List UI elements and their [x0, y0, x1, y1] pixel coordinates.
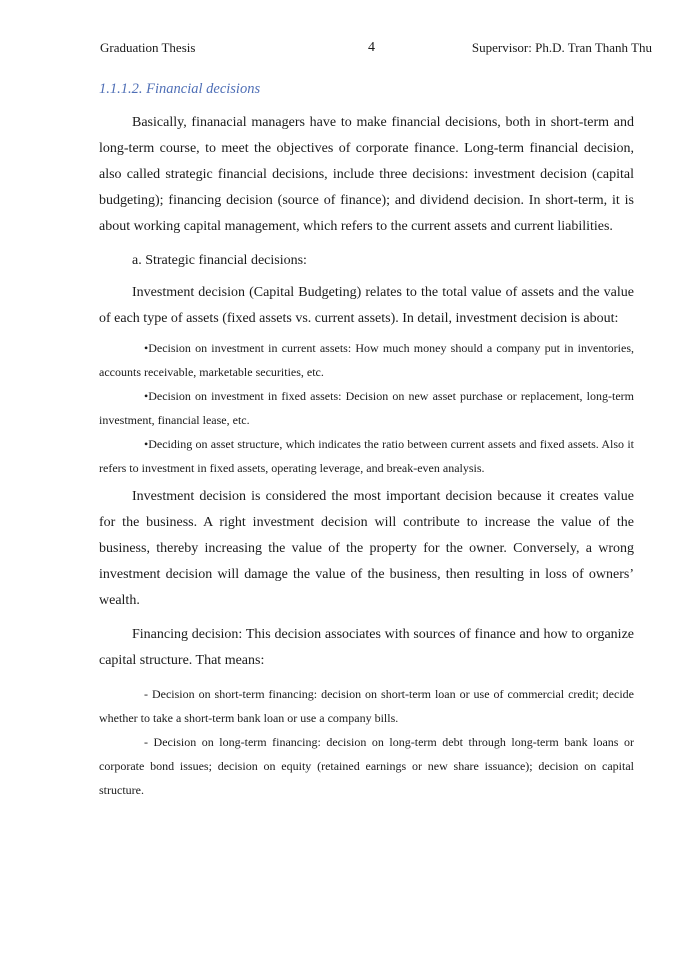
header-thesis-label: Graduation Thesis [100, 40, 196, 55]
page-header [100, 40, 652, 60]
financing-item-list [99, 682, 634, 802]
subheading-strategic: a. Strategic financial decisions: [132, 253, 307, 268]
importance-paragraph: Investment decision is considered the most important decision because it creates value for the business. A right investment decision will contribute to increase the value of the business, thereby increasing the value of the property for the owner. Conversely, a wrong investment decision will damage the value of the business, then resulting in loss of owners’ wealth. [99, 489, 634, 608]
list-item: - Decision on short-term financing: decision on short-term loan or use of commercial credit; decide whether to take a short-term bank loan or use a company bills. [99, 687, 634, 725]
investment-bullet-list [99, 336, 634, 480]
header-supervisor: Supervisor: Ph.D. Tran Thanh Thu [471, 40, 652, 55]
intro-paragraph: Basically, finanacial managers have to make financial decisions, both in short-term and long-term course, to meet the objectives of corporate finance. Long-term financial decision, also called strategic financial decisions, include three decisions: investment decision (capital budgeting); financing decision (source of finance); and dividend decision. In short-term, it is about working capital management, which refers to the current assets and current liabilities. [99, 115, 634, 234]
list-item: •Decision on investment in fixed assets: Decision on new asset purchase or replacement, long-term investment, financial lease, etc. [99, 389, 634, 427]
investment-paragraph: Investment decision (Capital Budgeting) relates to the total value of assets and the value of each type of assets (fixed assets vs. current assets). In detail, investment decision is about: [99, 285, 634, 326]
page-body [99, 78, 634, 802]
section-title: 1.1.1.2. Financial decisions [99, 81, 261, 97]
list-item: - Decision on long-term financing: decision on long-term debt through long-term bank loans or corporate bond issues; decision on equity (retained earnings or new share issuance); decision on capital structure. [99, 735, 634, 797]
list-item: •Decision on investment in current assets: How much money should a company put in inventories, accounts receivable, marketable securities, etc. [99, 341, 634, 379]
page-number: 4 [368, 40, 375, 55]
financing-paragraph: Financing decision: This decision associates with sources of finance and how to organize capital structure. That means: [99, 627, 634, 668]
list-item: •Deciding on asset structure, which indicates the ratio between current assets and fixed assets. Also it refers to investment in fixed assets, operating leverage, and break-even analysis. [99, 437, 634, 475]
